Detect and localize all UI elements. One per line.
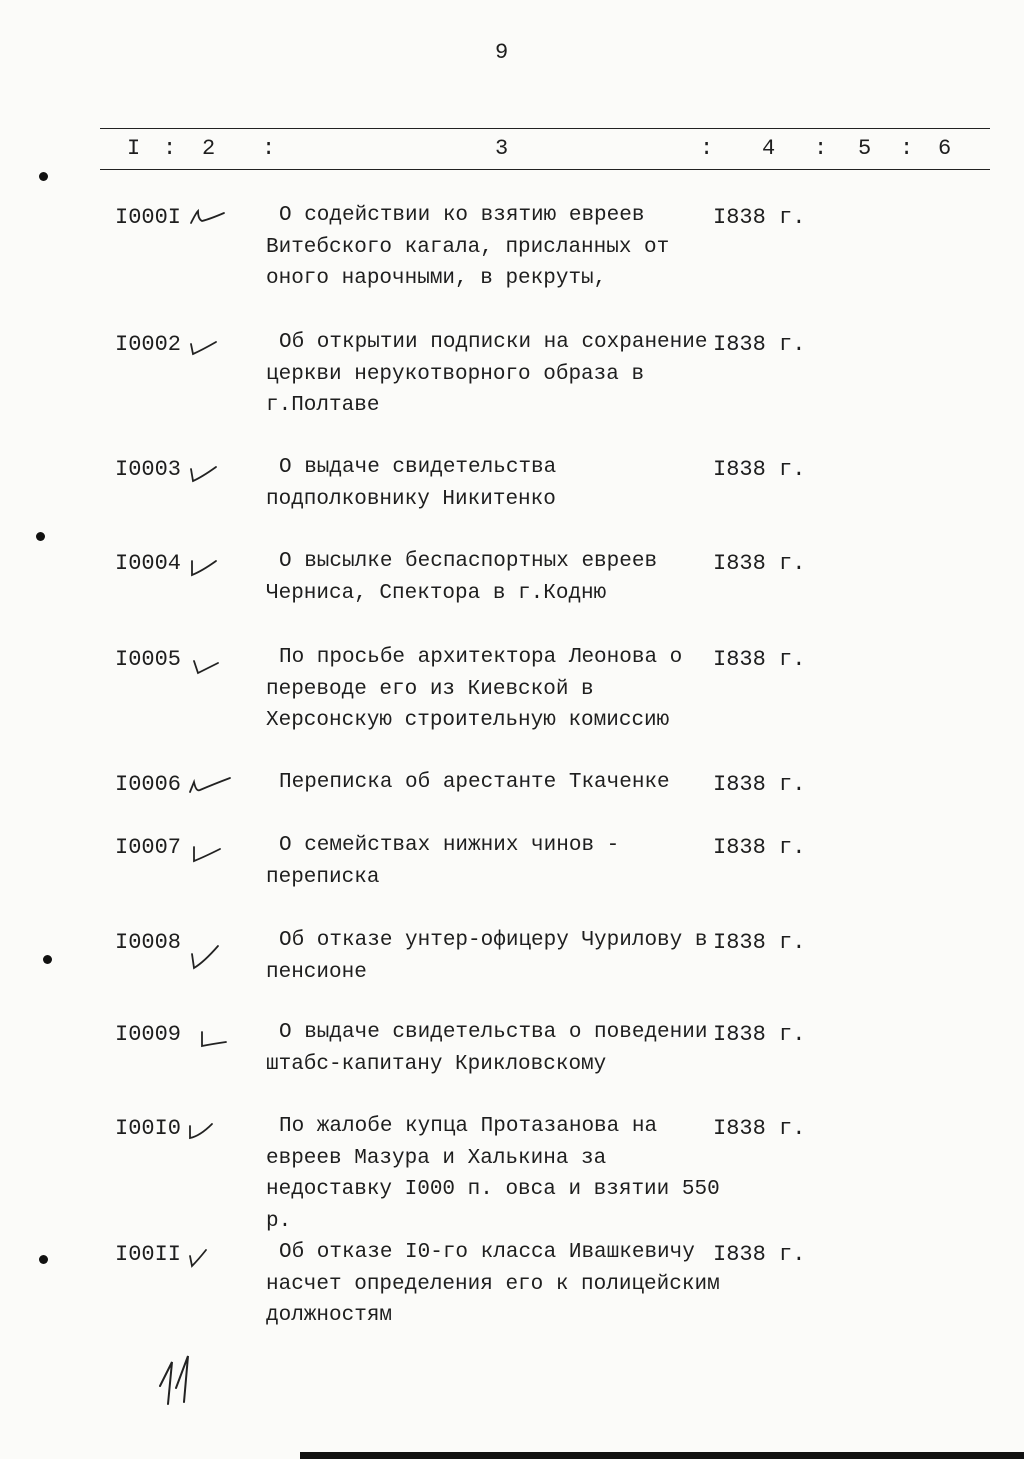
entry-number: I000I [115, 205, 182, 230]
entry-title: О высылке беспаспортных евреев Черниса, Спектора в г.Кодню [266, 550, 658, 605]
column-header-sep-5: : [900, 136, 914, 161]
header-bottom-rule [100, 169, 990, 170]
entry-title: По просьбе архитектора Леонова о переводе его из Киевской в Херсонскую строительную комиссию [266, 646, 683, 732]
column-header-5: 5 [858, 136, 872, 161]
column-header-sep-3: : [700, 136, 714, 161]
check-mark-icon [188, 1024, 232, 1059]
check-mark-icon [188, 334, 228, 365]
entry-number: I0006 [115, 772, 182, 797]
entry-title: Об открытии подписки на сохранение церкви нерукотворного образа в г.Полтаве [266, 331, 708, 417]
header-top-rule [100, 128, 990, 129]
entry-number: I0004 [115, 551, 182, 576]
binding-hole [36, 532, 45, 541]
entry-title: О выдаче свидетельства подполковнику Никитенко [266, 456, 557, 511]
entry-number: I0008 [115, 930, 182, 955]
entry-number: I0009 [115, 1022, 182, 1047]
column-header-sep-4: : [814, 136, 828, 161]
entry-title: Переписка об арестанте Ткаченке [279, 771, 670, 794]
entry-year: I838 г. [713, 772, 806, 797]
page-number: 9 [495, 40, 509, 65]
column-header-3: 3 [495, 136, 509, 161]
binding-hole [39, 1255, 48, 1264]
check-mark-icon [188, 553, 228, 584]
entry-year: I838 г. [713, 1022, 806, 1047]
check-mark-icon [188, 837, 228, 872]
entry-year: I838 г. [713, 1242, 806, 1267]
entry-number: I0007 [115, 835, 182, 860]
entry-number: I0003 [115, 457, 182, 482]
check-mark-icon [188, 932, 228, 977]
entry-year: I838 г. [713, 332, 806, 357]
entry-year: I838 г. [713, 1116, 806, 1141]
entry-title: О содействии ко взятию евреев Витебского кагала, присланных от оного нарочными, в рекруты, [266, 204, 670, 290]
page-bottom-edge [300, 1452, 1024, 1459]
entry-year: I838 г. [713, 647, 806, 672]
entry-title: О выдаче свидетельства о поведении штабс-капитану Крикловскому [266, 1021, 708, 1076]
entry-year: I838 г. [713, 835, 806, 860]
entry-year: I838 г. [713, 457, 806, 482]
column-header-sep-1: : [163, 136, 177, 161]
column-header-6: 6 [938, 136, 952, 161]
check-mark-icon [188, 1244, 228, 1279]
entry-title: Об отказе I0-го класса Ивашкевичу насчет определения его к полицейским должностям [266, 1241, 720, 1327]
entry-number: I00II [115, 1242, 182, 1267]
check-mark-icon [188, 207, 228, 238]
column-header-4: 4 [762, 136, 776, 161]
binding-hole [39, 172, 48, 181]
signature-icon [150, 1342, 210, 1417]
column-header-2: 2 [202, 136, 216, 161]
check-mark-icon [188, 649, 228, 684]
entry-title: По жалобе купца Протазанова на евреев Мазура и Халькина за недоставку I000 п. овса и взятии 550 р. [266, 1115, 720, 1233]
entry-number: I0002 [115, 332, 182, 357]
column-header-sep-2: : [262, 136, 276, 161]
entry-number: I00I0 [115, 1116, 182, 1141]
column-header-1: I [127, 136, 141, 161]
entry-title: Об отказе унтер-офицеру Чурилову в пенсионе [266, 929, 708, 984]
check-mark-icon [188, 459, 228, 490]
entry-title: О семействах нижних чинов - переписка [266, 834, 620, 889]
entry-year: I838 г. [713, 551, 806, 576]
binding-hole [43, 955, 52, 964]
entry-year: I838 г. [713, 930, 806, 955]
check-mark-icon [188, 774, 238, 805]
check-mark-icon [188, 1118, 228, 1149]
entry-number: I0005 [115, 647, 182, 672]
entry-year: I838 г. [713, 205, 806, 230]
